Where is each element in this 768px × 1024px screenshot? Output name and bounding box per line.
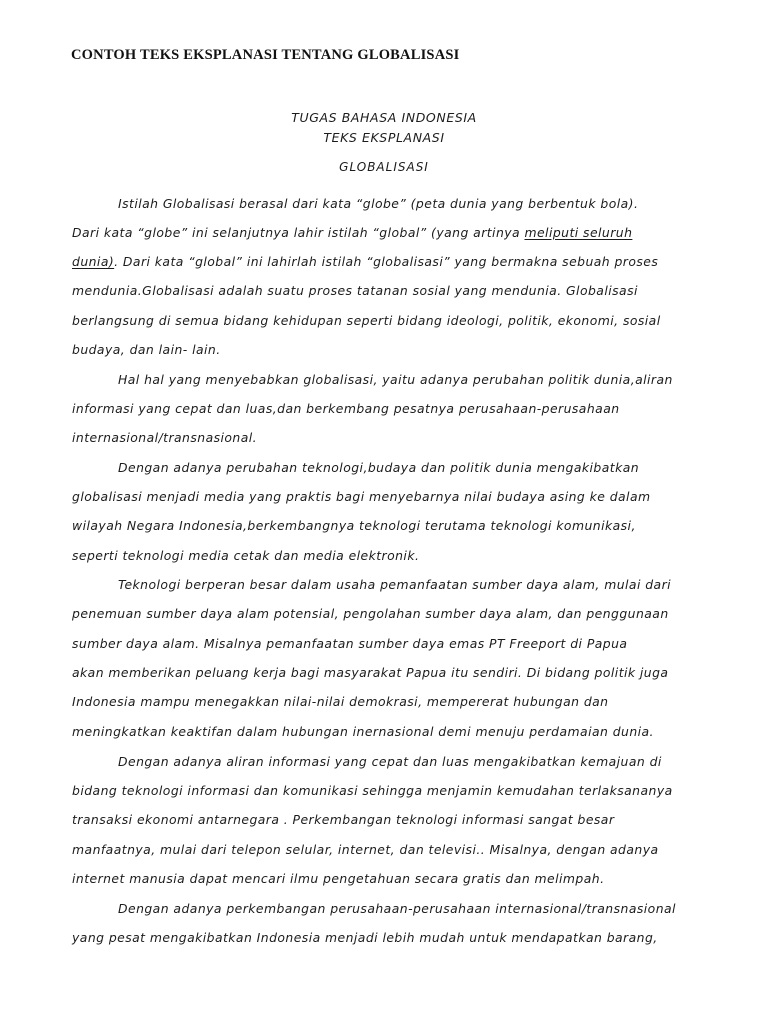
underlined-phrase: dunia): [72, 254, 115, 269]
subject-heading: GLOBALISASI: [339, 160, 429, 174]
paragraph-4-line: Indonesia mampu menegakkan nilai-nilai demokrasi, mempererat hubungan dan: [72, 694, 609, 709]
paragraph-5-line: manfaatnya, mulai dari telepon selular, internet, dan televisi.. Misalnya, dengan adanya: [72, 842, 659, 857]
paragraph-1-line-text: Dari kata “globe” ini selanjutnya lahir istilah “global” (yang artinya: [72, 225, 525, 240]
paragraph-1-line: Istilah Globalisasi berasal dari kata “globe” (peta dunia yang berbentuk bola).: [118, 196, 639, 211]
paragraph-5-line: Dengan adanya aliran informasi yang cepat dan luas mengakibatkan kemajuan di: [118, 754, 662, 769]
paragraph-1-line-text: . Dari kata “global” ini lahirlah istilah “globalisasi” yang bermakna sebuah proses: [114, 254, 659, 269]
underlined-phrase: meliputi seluruh: [524, 225, 633, 240]
text-type-heading: TEKS EKSPLANASI: [323, 130, 445, 145]
paragraph-4-line: Teknologi berperan besar dalam usaha pemanfaatan sumber daya alam, mulai dari: [118, 577, 672, 592]
paragraph-6-line: Dengan adanya perkembangan perusahaan-perusahaan internasional/transnasional: [118, 901, 676, 916]
paragraph-2-line: informasi yang cepat dan luas,dan berkembang pesatnya perusahaan-perusahaan: [72, 401, 620, 416]
paragraph-3-line: globalisasi menjadi media yang praktis bagi menyebarnya nilai budaya asing ke dalam: [72, 489, 651, 504]
paragraph-3-line: Dengan adanya perubahan teknologi,budaya dan politik dunia mengakibatkan: [118, 460, 640, 475]
paragraph-1-line: mendunia.Globalisasi adalah suatu proses tatanan sosial yang mendunia. Globalisasi: [72, 283, 638, 298]
paragraph-4-line: penemuan sumber daya alam potensial, pengolahan sumber daya alam, dan penggunaan: [72, 606, 669, 621]
paragraph-4-line: meningkatkan keaktifan dalam hubungan inernasional demi menuju perdamaian dunia.: [72, 724, 654, 739]
paragraph-5-line: bidang teknologi informasi dan komunikasi sehingga menjamin kemudahan terlaksananya: [72, 783, 673, 798]
paragraph-3-line: seperti teknologi media cetak dan media elektronik.: [72, 548, 420, 563]
assignment-heading: TUGAS BAHASA INDONESIA: [291, 110, 477, 125]
paragraph-1-line: [72, 254, 700, 269]
paragraph-4-line: sumber daya alam. Misalnya pemanfaatan sumber daya emas PT Freeport di Papua: [72, 636, 628, 651]
paragraph-1-line: [72, 225, 700, 240]
paragraph-2-line: internasional/transnasional.: [72, 430, 258, 445]
paragraph-5-line: transaksi ekonomi antarnegara . Perkembangan teknologi informasi sangat besar: [72, 812, 615, 827]
document-title: CONTOH TEKS EKSPLANASI TENTANG GLOBALISASI: [71, 47, 460, 63]
paragraph-3-line: wilayah Negara Indonesia,berkembangnya teknologi terutama teknologi komunikasi,: [72, 518, 636, 533]
paragraph-5-line: internet manusia dapat mencari ilmu pengetahuan secara gratis dan melimpah.: [72, 871, 605, 886]
paragraph-4-line: akan memberikan peluang kerja bagi masyarakat Papua itu sendiri. Di bidang politik juga: [72, 665, 669, 680]
paragraph-1-line: berlangsung di semua bidang kehidupan seperti bidang ideologi, politik, ekonomi, sosial: [72, 313, 661, 328]
paragraph-1-line: budaya, dan lain- lain.: [72, 342, 221, 357]
paragraph-2-line: Hal hal yang menyebabkan globalisasi, yaitu adanya perubahan politik dunia,aliran: [118, 372, 673, 387]
paragraph-6-line: yang pesat mengakibatkan Indonesia menjadi lebih mudah untuk mendapatkan barang,: [72, 930, 658, 945]
